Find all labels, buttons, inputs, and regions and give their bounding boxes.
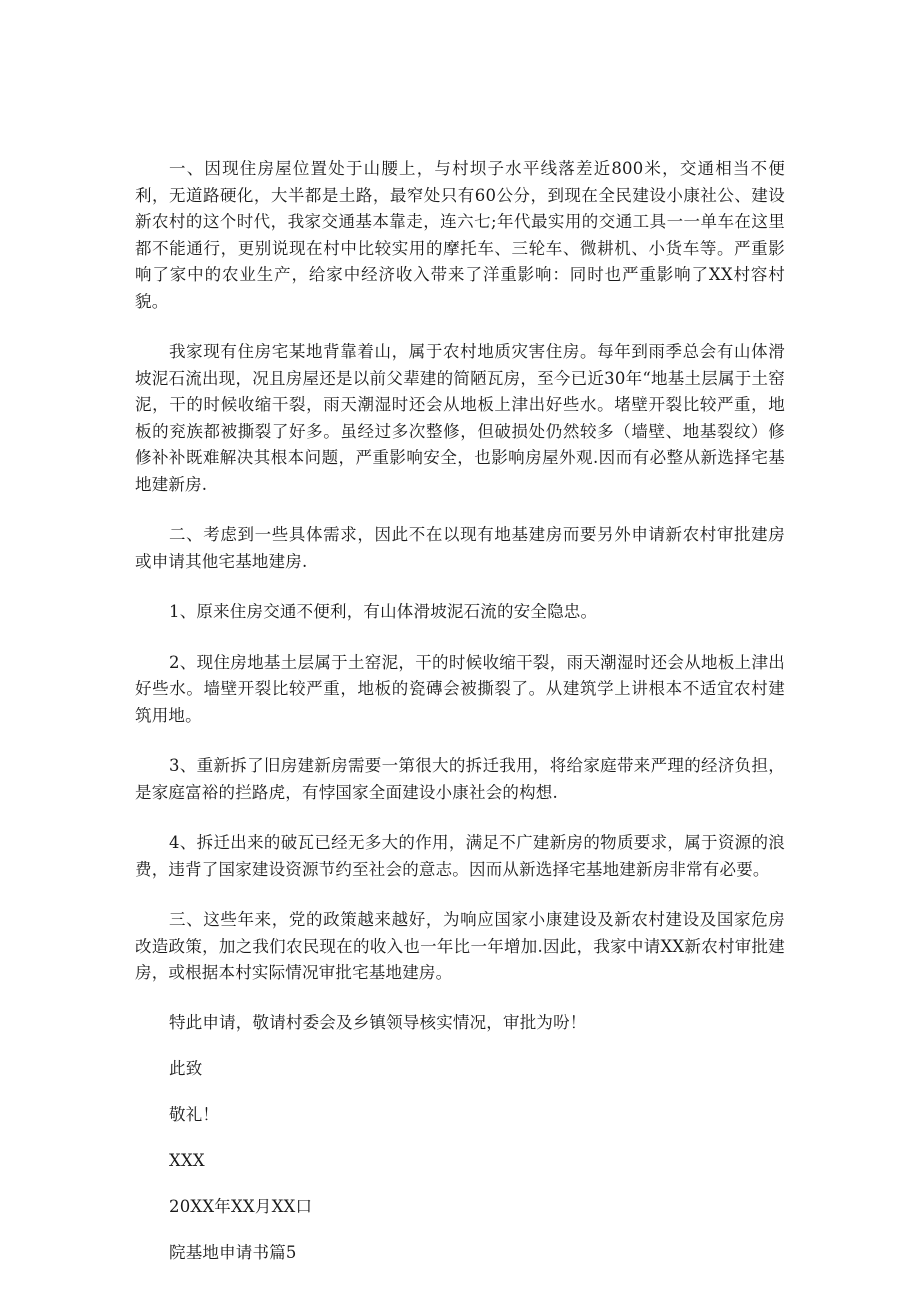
closing-regards: 敬礼！ bbox=[169, 1104, 220, 1124]
paragraph-7: 4、拆迁出来的破瓦已经无多大的作用，满足不广建新房的物质要求，属于资源的浪费，违背了国家建设资源节约至社会的意志。因而从新选择宅基地建新房非常有必要。 bbox=[135, 833, 785, 879]
date-line: 20XX年XX月XX口 bbox=[169, 1196, 313, 1216]
signature: XXX bbox=[169, 1150, 205, 1170]
document-body bbox=[135, 156, 785, 1287]
paragraph-8: 三、这些年来，党的政策越来越好，为响应国家小康建设及新农村建设及国家危房改造政策，加之我们农民现在的收入也一年比一年增加.因此，我家中请XX新农村审批建房，或根据本村实际情况审批宅基地建房。 bbox=[135, 910, 785, 982]
paragraph-4: 1、原来住房交通不便利，有山体滑坡泥石流的安全隐忠。 bbox=[169, 602, 598, 621]
paragraph-3: 二、考虑到一些具体需求，因此不在以现有地基建房而要另外申请新农村审批建房或申请其他宅基地建房. bbox=[135, 525, 785, 571]
paragraph-1: 一、因现住房屋位置处于山腰上，与村坝子水平线落差近800米，交通相当不便利，无道路硬化，大半都是土路，最窄处只有60公分，到现在全民建设小康社公、建设新农村的这个时代，我家交通基本靠走，连六七;年代最实用的交通工具一一单车在这里都不能通行，更别说现在村中比较实用的摩托车、三轮车、微耕机、小货车等。严重影响了家中的农业生产，给家中经济收入带来了洋重影响：同时也严重影响了XX村容村貌。 bbox=[135, 159, 785, 311]
paragraph-2: 我家现有住房宅某地背靠着山，属于农村地质灾害住房。每年到雨季总会有山体滑坡泥石流出现，况且房屋还是以前父辈建的简陋瓦房，至今已近30年“地基土层属于土窑泥，干的时候收缩干裂，雨天潮湿时还会从地板上津出好些水。堵壁开裂比较严重，地板的兖族都被撕裂了好多。虽经过多次整修，但破损处仍然较多（墙壁、地基裂纹）修修补补既难解决其根本问题，严重影响安全，也影响房屋外观.因而有必整从新选择宅基地建新房. bbox=[135, 342, 785, 494]
closing-request: 特此申请，敬请村委会及乡镇领导核实情况，审批为吩！ bbox=[169, 1012, 587, 1032]
paragraph-6: 3、重新拆了旧房建新房需要一第很大的拆迁我用，将给家庭带来严理的经济负担，是家庭富裕的拦路虎，有悖国家全面建设小康社会的构想. bbox=[135, 756, 785, 802]
next-section-title: 院基地申请书篇5 bbox=[169, 1242, 297, 1262]
paragraph-5: 2、现住房地基土层属于土窑泥，干的时候收缩干裂，雨天潮湿时还会从地板上津出好些水。墙壁开裂比较严重，地板的瓷磚会被撕裂了。从建筑学上讲根本不适宜农村建筑用地。 bbox=[135, 652, 785, 725]
closing-salutation: 此致 bbox=[169, 1058, 203, 1078]
